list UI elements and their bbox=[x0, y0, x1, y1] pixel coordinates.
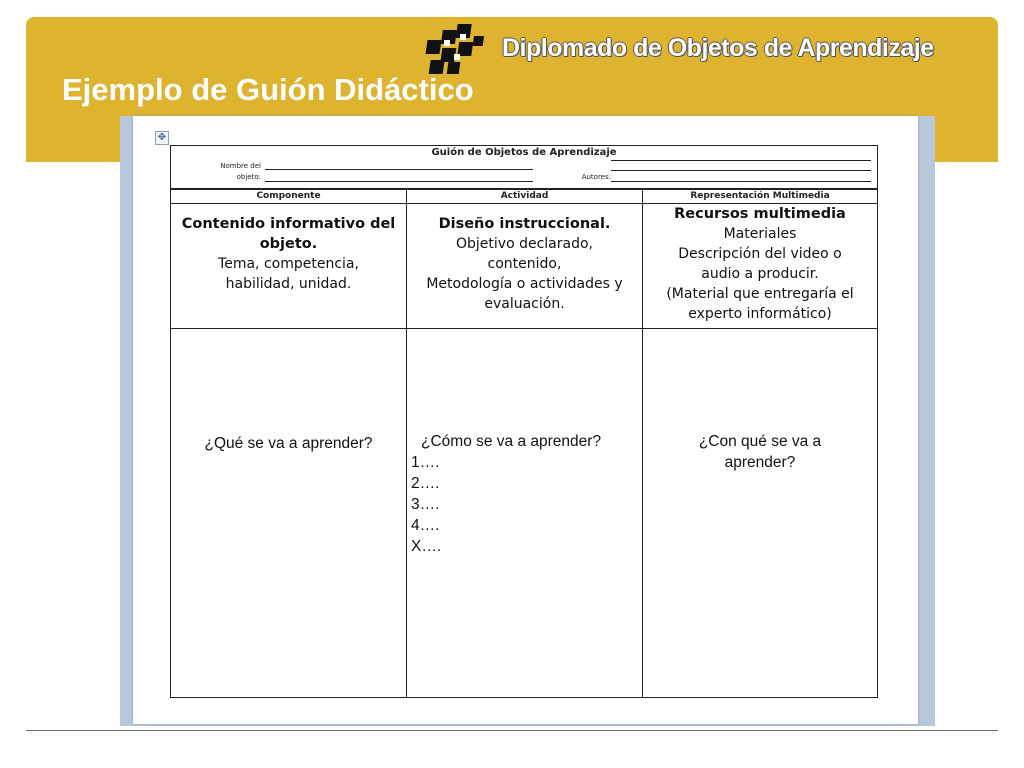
cell-text: Tema, competencia, bbox=[218, 256, 359, 272]
cell-bold-text: Recursos multimedia bbox=[674, 206, 846, 222]
autores-line-1 bbox=[611, 160, 871, 161]
cell-text: Metodología o actividades y bbox=[426, 276, 623, 292]
list-item: 1…. bbox=[411, 454, 440, 471]
question-como-block bbox=[411, 431, 641, 557]
slide-title: Ejemplo de Guión Didáctico bbox=[62, 72, 474, 107]
autores-line-2 bbox=[611, 170, 871, 171]
column-header-actividad: Actividad bbox=[500, 191, 549, 201]
question-que: ¿Qué se va a aprender? bbox=[204, 435, 373, 452]
list-item: 4…. bbox=[411, 517, 440, 534]
cell-text: audio a producir. bbox=[701, 266, 819, 282]
question-como: ¿Cómo se va a aprender? bbox=[421, 433, 602, 450]
question-con-que-line: aprender? bbox=[724, 454, 796, 471]
row-divider bbox=[171, 328, 877, 329]
nombre-line-1 bbox=[265, 169, 533, 170]
autores-line-3 bbox=[611, 181, 871, 182]
document-header-table bbox=[170, 145, 878, 189]
nombre-line-2 bbox=[265, 181, 533, 182]
column-divider bbox=[406, 190, 407, 697]
footer-divider bbox=[26, 730, 998, 731]
cell-bold-text: objeto. bbox=[259, 236, 318, 252]
list-item: 3…. bbox=[411, 496, 440, 513]
list-item: 2…. bbox=[411, 475, 440, 492]
document-header-title: Guión de Objetos de Aprendizaje bbox=[431, 147, 617, 158]
cell-componente-description bbox=[173, 214, 404, 294]
cell-bold-text: Diseño instruccional. bbox=[438, 216, 611, 232]
guion-table bbox=[170, 189, 878, 698]
cell-text: evaluación. bbox=[484, 296, 565, 312]
autores-label: Autores: bbox=[581, 173, 611, 181]
cell-text: (Material que entregaría el bbox=[666, 286, 854, 302]
list-item: X…. bbox=[411, 538, 442, 555]
question-con-que-line: ¿Con qué se va a bbox=[698, 433, 822, 450]
cell-text: experto informático) bbox=[688, 306, 832, 322]
brand-name: Diplomado de Objetos de Aprendizaje bbox=[502, 34, 934, 62]
cell-text: Descripción del video o bbox=[678, 246, 842, 262]
nombre-label-1: Nombre del bbox=[220, 162, 261, 170]
column-header-componente: Componente bbox=[256, 191, 321, 201]
column-header-representacion: Representación Multimedia bbox=[690, 191, 830, 201]
cell-actividad-description bbox=[408, 214, 641, 314]
cell-representacion-description bbox=[644, 204, 876, 324]
cell-text: Objetivo declarado, bbox=[456, 236, 593, 252]
nombre-label-2: objeto: bbox=[236, 173, 261, 181]
table-move-handle-icon[interactable]: ✥ bbox=[155, 131, 169, 145]
cube-logo-icon bbox=[424, 22, 492, 78]
cell-text: habilidad, unidad. bbox=[225, 276, 352, 292]
cell-text: contenido, bbox=[487, 256, 562, 272]
cell-bold-text: Contenido informativo del bbox=[181, 216, 396, 232]
cell-text: Materiales bbox=[723, 226, 797, 242]
question-con-que bbox=[643, 431, 877, 473]
